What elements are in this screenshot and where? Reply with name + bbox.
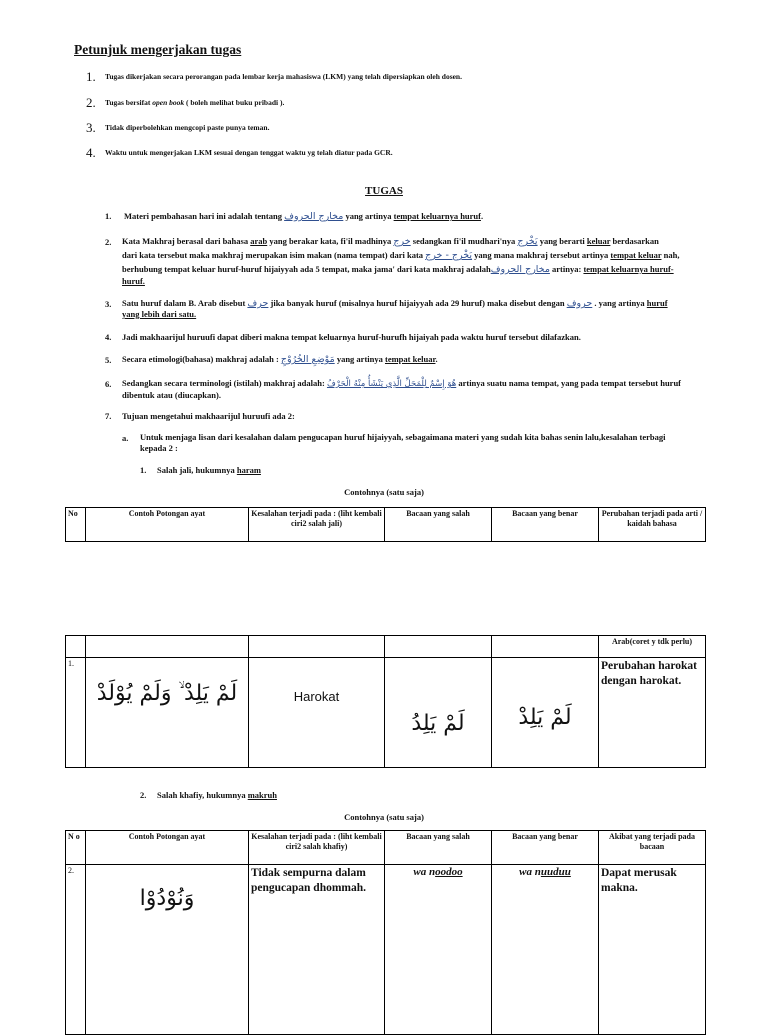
item-number: 1. <box>105 211 112 221</box>
table-khafiy <box>65 830 706 1035</box>
row-number: 1. <box>66 658 86 768</box>
column-header: Kesalahan terjadi pada : (liht kembali ciri2 salah jali) <box>249 508 385 542</box>
item-text: Sedangkan secara terminologi (istilah) makhraj adalah: هُوَ إِسْمٌ لِلْمَحَلِّ الَّذِي يَنْشَأُ مِنْهُ الْحَرْفُ artinya suatu nama tempat, yang pada tempat tersebut huruf dibentuk atau (diucapkan). <box>122 378 682 400</box>
item-text: Secara etimologi(bahasa) makhraj adalah : مَوْضِعِ الخُرُوْجِ yang artinya tempat keluar. <box>122 354 438 365</box>
kesalahan-cell: Tidak sempurna dalam pengucapan dhommah. <box>249 865 385 1035</box>
item-number: 5. <box>105 355 112 365</box>
bacaan-salah-cell: لَمْ يَلِدُ <box>385 658 492 768</box>
table-row <box>66 658 706 768</box>
column-header: Contoh Potongan ayat <box>86 508 249 542</box>
instruction-text: Tidak diperbolehkan mengcopi paste punya teman. <box>105 123 270 132</box>
akibat-cell: Dapat merusak makna. <box>599 865 706 1035</box>
item-text: Satu huruf dalam B. Arab disebut حرف jika banyak huruf (misalnya huruf hijaiyyah ada 29 huruf) maka disebut dengan حروف . yang artinya huruf yang lebih dari satu. <box>122 298 668 319</box>
column-header: Bacaan yang salah <box>385 831 492 865</box>
bacaan-salah-cell: wa noodoo <box>385 865 492 1035</box>
instruction-number: 4. <box>86 145 96 160</box>
item-number: 4. <box>105 332 112 342</box>
subsubitem-text: Salah khafiy, hukumnya makruh <box>157 790 278 800</box>
column-header: Contoh Potongan ayat <box>86 831 249 865</box>
section-title: TUGAS <box>365 185 403 197</box>
ayat-cell: لَمْ يَلِدْ ۙ وَلَمْ يُوْلَدْ <box>86 658 249 768</box>
column-header: No <box>66 508 86 542</box>
page-title: Petunjuk mengerjakan tugas <box>74 42 242 57</box>
subitem-text: Untuk menjaga lisan dari kesalahan dalam pengucapan huruf hijaiyyah, sebagaimana materi yang sudah kita bahas senin lalu,kesalahan terbagi kepada 2 : <box>140 432 666 453</box>
empty-cell <box>385 636 492 658</box>
table-jali-body <box>65 635 706 768</box>
instruction-text: Waktu untuk mengerjakan LKM sesuai dengan tenggat waktu yg telah diatur pada GCR. <box>105 148 393 157</box>
bacaan-benar-cell: لَمْ يَلِدْ <box>492 658 599 768</box>
item-number: 7. <box>105 411 112 421</box>
column-header: Bacaan yang benar <box>492 508 599 542</box>
empty-cell <box>86 636 249 658</box>
row-number: 2. <box>66 865 86 1035</box>
column-header: Akibat yang terjadi pada bacaan <box>599 831 706 865</box>
subitem-letter: a. <box>122 433 129 443</box>
instruction-number: 3. <box>86 120 96 135</box>
item-number: 3. <box>105 299 112 309</box>
instruction-text: Tugas bersifat open book ( boleh melihat buku pribadi ). <box>105 98 285 107</box>
kesalahan-cell: Harokat <box>249 658 385 768</box>
instruction-text: Tugas dikerjakan secara perorangan pada lembar kerja mahasiswa (LKM) yang telah dipersiapkan oleh dosen. <box>105 72 462 81</box>
item-text: Kata Makhraj berasal dari bahasa arab yang berakar kata, fi'il madhinya خرج sedangkan fi'il mudhari'nya يَخْرج yang berarti keluar berdasarkan dari kata tersebut maka makhraj merupakan isim makan (nama tempat) dari kata يَخْرج - خرج yang mana makhraj tersebut artinya tempat keluar nah, berhubung tempat keluar huruf-huruf hijaiyyah ada 5 tempat, maka jama' dari kata makhraj adalahمخارج الحروف artinya: tempat keluarnya huruf- huruf. <box>122 236 680 286</box>
column-header: Perubahan terjadi pada arti / kaidah bahasa <box>599 508 706 542</box>
column-header: Arab(coret y tdk perlu) <box>599 636 706 658</box>
instruction-number: 1. <box>86 69 96 84</box>
bacaan-benar-cell: wa nuuduu <box>492 865 599 1035</box>
item-number: 6. <box>105 379 112 389</box>
instruction-number: 2. <box>86 95 96 110</box>
subsubitem-number: 2. <box>140 790 147 800</box>
item-text: Tujuan mengetahui makhaarijul huruufi ada 2: <box>122 411 295 421</box>
table-jali-header <box>65 507 706 542</box>
item-text: Jadi makhaarijul huruufi dapat diberi makna tempat keluarnya huruf-hurufh hijaiyah pada waktu huruf tersebut dilafazkan. <box>122 332 581 342</box>
item-number: 2. <box>105 237 112 247</box>
column-header: Bacaan yang salah <box>385 508 492 542</box>
table-caption: Contohnya (satu saja) <box>344 812 424 822</box>
ayat-cell: وَنُوْدُوْا <box>86 865 249 1035</box>
subsubitem-text: Salah jali, hukumnya haram <box>157 465 261 475</box>
empty-cell <box>492 636 599 658</box>
empty-cell <box>249 636 385 658</box>
column-header: Bacaan yang benar <box>492 831 599 865</box>
column-header: N o <box>66 831 86 865</box>
subsubitem-number: 1. <box>140 465 147 475</box>
empty-cell <box>66 636 86 658</box>
perubahan-cell: Perubahan harokat dengan harokat. <box>599 658 706 768</box>
item-text: Materi pembahasan hari ini adalah tentang مخارج الحروف yang artinya tempat keluarnya huruf. <box>124 211 484 222</box>
table-row <box>66 865 706 1035</box>
table-caption: Contohnya (satu saja) <box>344 487 424 497</box>
column-header: Kesalahan terjadi pada : (liht kembali ciri2 salah khafiy) <box>249 831 385 865</box>
